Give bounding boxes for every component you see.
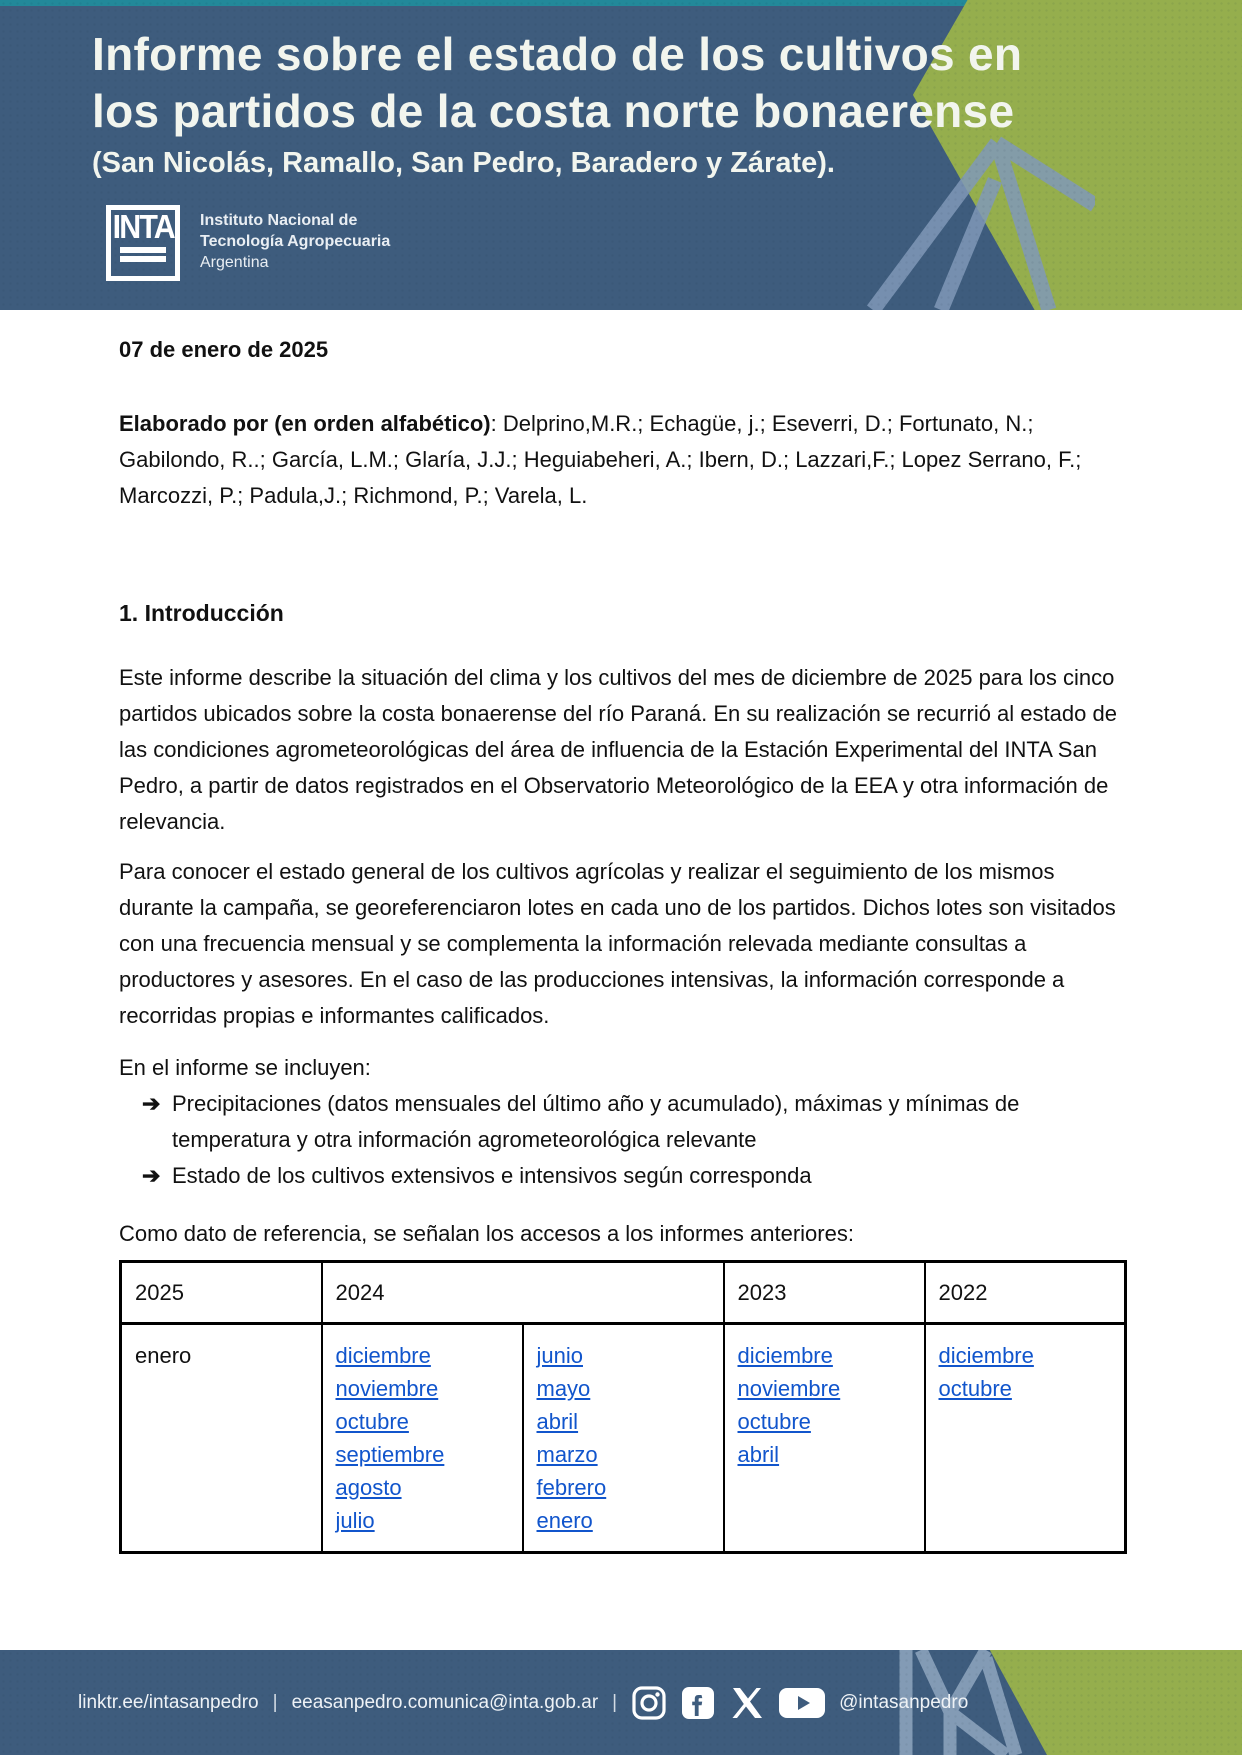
month-link[interactable]: abril: [737, 1442, 780, 1467]
footer-separator: |: [612, 1691, 618, 1713]
month-link[interactable]: noviembre: [335, 1376, 439, 1401]
arrow-bullet-icon: ➔: [142, 1163, 161, 1188]
org-name-line1: Instituto Nacional de: [200, 212, 358, 229]
x-icon[interactable]: [729, 1685, 765, 1721]
authors-label: Elaborado por (en orden alfabético): [119, 411, 491, 436]
youtube-icon[interactable]: [778, 1685, 826, 1721]
month-link[interactable]: agosto: [335, 1475, 402, 1500]
facebook-icon[interactable]: [680, 1685, 716, 1721]
intro-paragraph-2: Para conocer el estado general de los cultivos agrícolas y realizar el seguimiento de los mismos durante la campaña, se georeferenciaron lotes en cada uno de los partidos. Dichos lotes son visitados con una frecuencia mensual y se complementa la información relevada mediante consultas a productores y asesores. En el caso de las producciones intensivas, la información corresponde a recorridas propias e informantes calificados.: [119, 859, 1116, 1028]
month-link[interactable]: diciembre: [335, 1343, 431, 1368]
report-subtitle: (San Nicolás, Ramallo, San Pedro, Baradero y Zárate).: [92, 147, 835, 179]
inta-logo-acronym: INTA: [112, 208, 174, 245]
inta-logo-block: [106, 205, 390, 281]
month-link[interactable]: octubre: [335, 1409, 409, 1434]
org-name-line2: Tecnología Agropecuaria: [200, 233, 391, 250]
org-name-line3: Argentina: [200, 254, 269, 271]
footer-separator: |: [272, 1691, 278, 1713]
footer-banner: [0, 1650, 1242, 1755]
month-link[interactable]: diciembre: [938, 1343, 1034, 1368]
section-heading-introduccion: 1. Introducción: [119, 600, 284, 626]
table-body-row: [121, 1324, 1126, 1553]
cell-2025-months: [121, 1324, 322, 1553]
footer-social-handle: @intasanpedro: [839, 1691, 969, 1713]
inta-logo-bar: [120, 256, 166, 262]
cell-2022-months: [925, 1324, 1126, 1553]
report-date: 07 de enero de 2025: [119, 337, 329, 362]
arrow-bullet-icon: ➔: [142, 1091, 161, 1116]
month-link[interactable]: julio: [335, 1508, 375, 1533]
table-header-2024: 2024: [322, 1262, 724, 1324]
table-header-2025: 2025: [121, 1262, 322, 1324]
inta-logo-bar: [120, 247, 166, 253]
month-link[interactable]: enero: [536, 1508, 593, 1533]
table-header-2023: 2023: [724, 1262, 925, 1324]
report-title-line1: Informe sobre el estado de los cultivos en: [92, 28, 1023, 80]
month-link[interactable]: abril: [536, 1409, 579, 1434]
reference-note: Como dato de referencia, se señalan los accesos a los informes anteriores:: [119, 1221, 854, 1246]
includes-bullet-list: [119, 1086, 1125, 1194]
month-link[interactable]: febrero: [536, 1475, 607, 1500]
month-link[interactable]: mayo: [536, 1376, 591, 1401]
month-link[interactable]: octubre: [737, 1409, 811, 1434]
cell-2024-months-b: [523, 1324, 724, 1553]
table-header-row: [121, 1262, 1126, 1324]
intro-paragraph-1: Este informe describe la situación del clima y los cultivos del mes de diciembre de 2025 para los cinco partidos ubicados sobre la costa bonaerense del río Paraná. En su realización se recurrió al estado de las condiciones agrometeorológicas del área de influencia de la Estación Experimental del INTA San Pedro, a partir de datos registrados en el Observatorio Meteorológico de la EEA y otra información de relevancia.: [119, 665, 1117, 834]
bullet-item-estado-cultivos: [142, 1158, 1125, 1194]
month-link[interactable]: septiembre: [335, 1442, 445, 1467]
inta-logo-icon: [106, 205, 180, 281]
header-banner: [0, 0, 1242, 310]
month-link[interactable]: junio: [536, 1343, 583, 1368]
document-body: [119, 310, 1125, 1554]
table-header-2022: 2022: [925, 1262, 1126, 1324]
inta-org-name: [200, 205, 390, 273]
month-link[interactable]: marzo: [536, 1442, 598, 1467]
previous-reports-table: [119, 1260, 1127, 1554]
month-label: enero: [135, 1343, 192, 1368]
cell-2023-months: [724, 1324, 925, 1553]
month-link[interactable]: diciembre: [737, 1343, 833, 1368]
bullet-item-precipitaciones: [142, 1086, 1125, 1158]
footer-linktree-text: linktr.ee/intasanpedro: [78, 1691, 259, 1713]
bullet-text: Precipitaciones (datos mensuales del último año y acumulado), máximas y mínimas de temperatura y otra información agrometeorológica relevante: [172, 1091, 1020, 1152]
instagram-icon[interactable]: [631, 1685, 667, 1721]
month-link[interactable]: octubre: [938, 1376, 1012, 1401]
authors-list: : Delprino,M.R.; Echagüe, j.; Eseverri, D.; Fortunato, N.; Gabilondo, R..; García, L.M.; Glaría, J.J.; Heguiabeheri, A.; Ibern, D.; Lazzari,F.; Lopez Serrano, F.; Marcozzi, P.; Padula,J.; Richmond, P.; Varela, L.: [119, 411, 1082, 508]
cell-2024-months-a: [322, 1324, 523, 1553]
includes-intro-line: En el informe se incluyen:: [119, 1055, 371, 1080]
month-link[interactable]: noviembre: [737, 1376, 841, 1401]
report-title-line2: los partidos de la costa norte bonaerense: [92, 85, 1015, 137]
authors-paragraph: [119, 406, 1125, 514]
bullet-text: Estado de los cultivos extensivos e intensivos según corresponda: [172, 1163, 812, 1188]
footer-email-text: eeasanpedro.comunica@inta.gob.ar: [291, 1691, 599, 1713]
